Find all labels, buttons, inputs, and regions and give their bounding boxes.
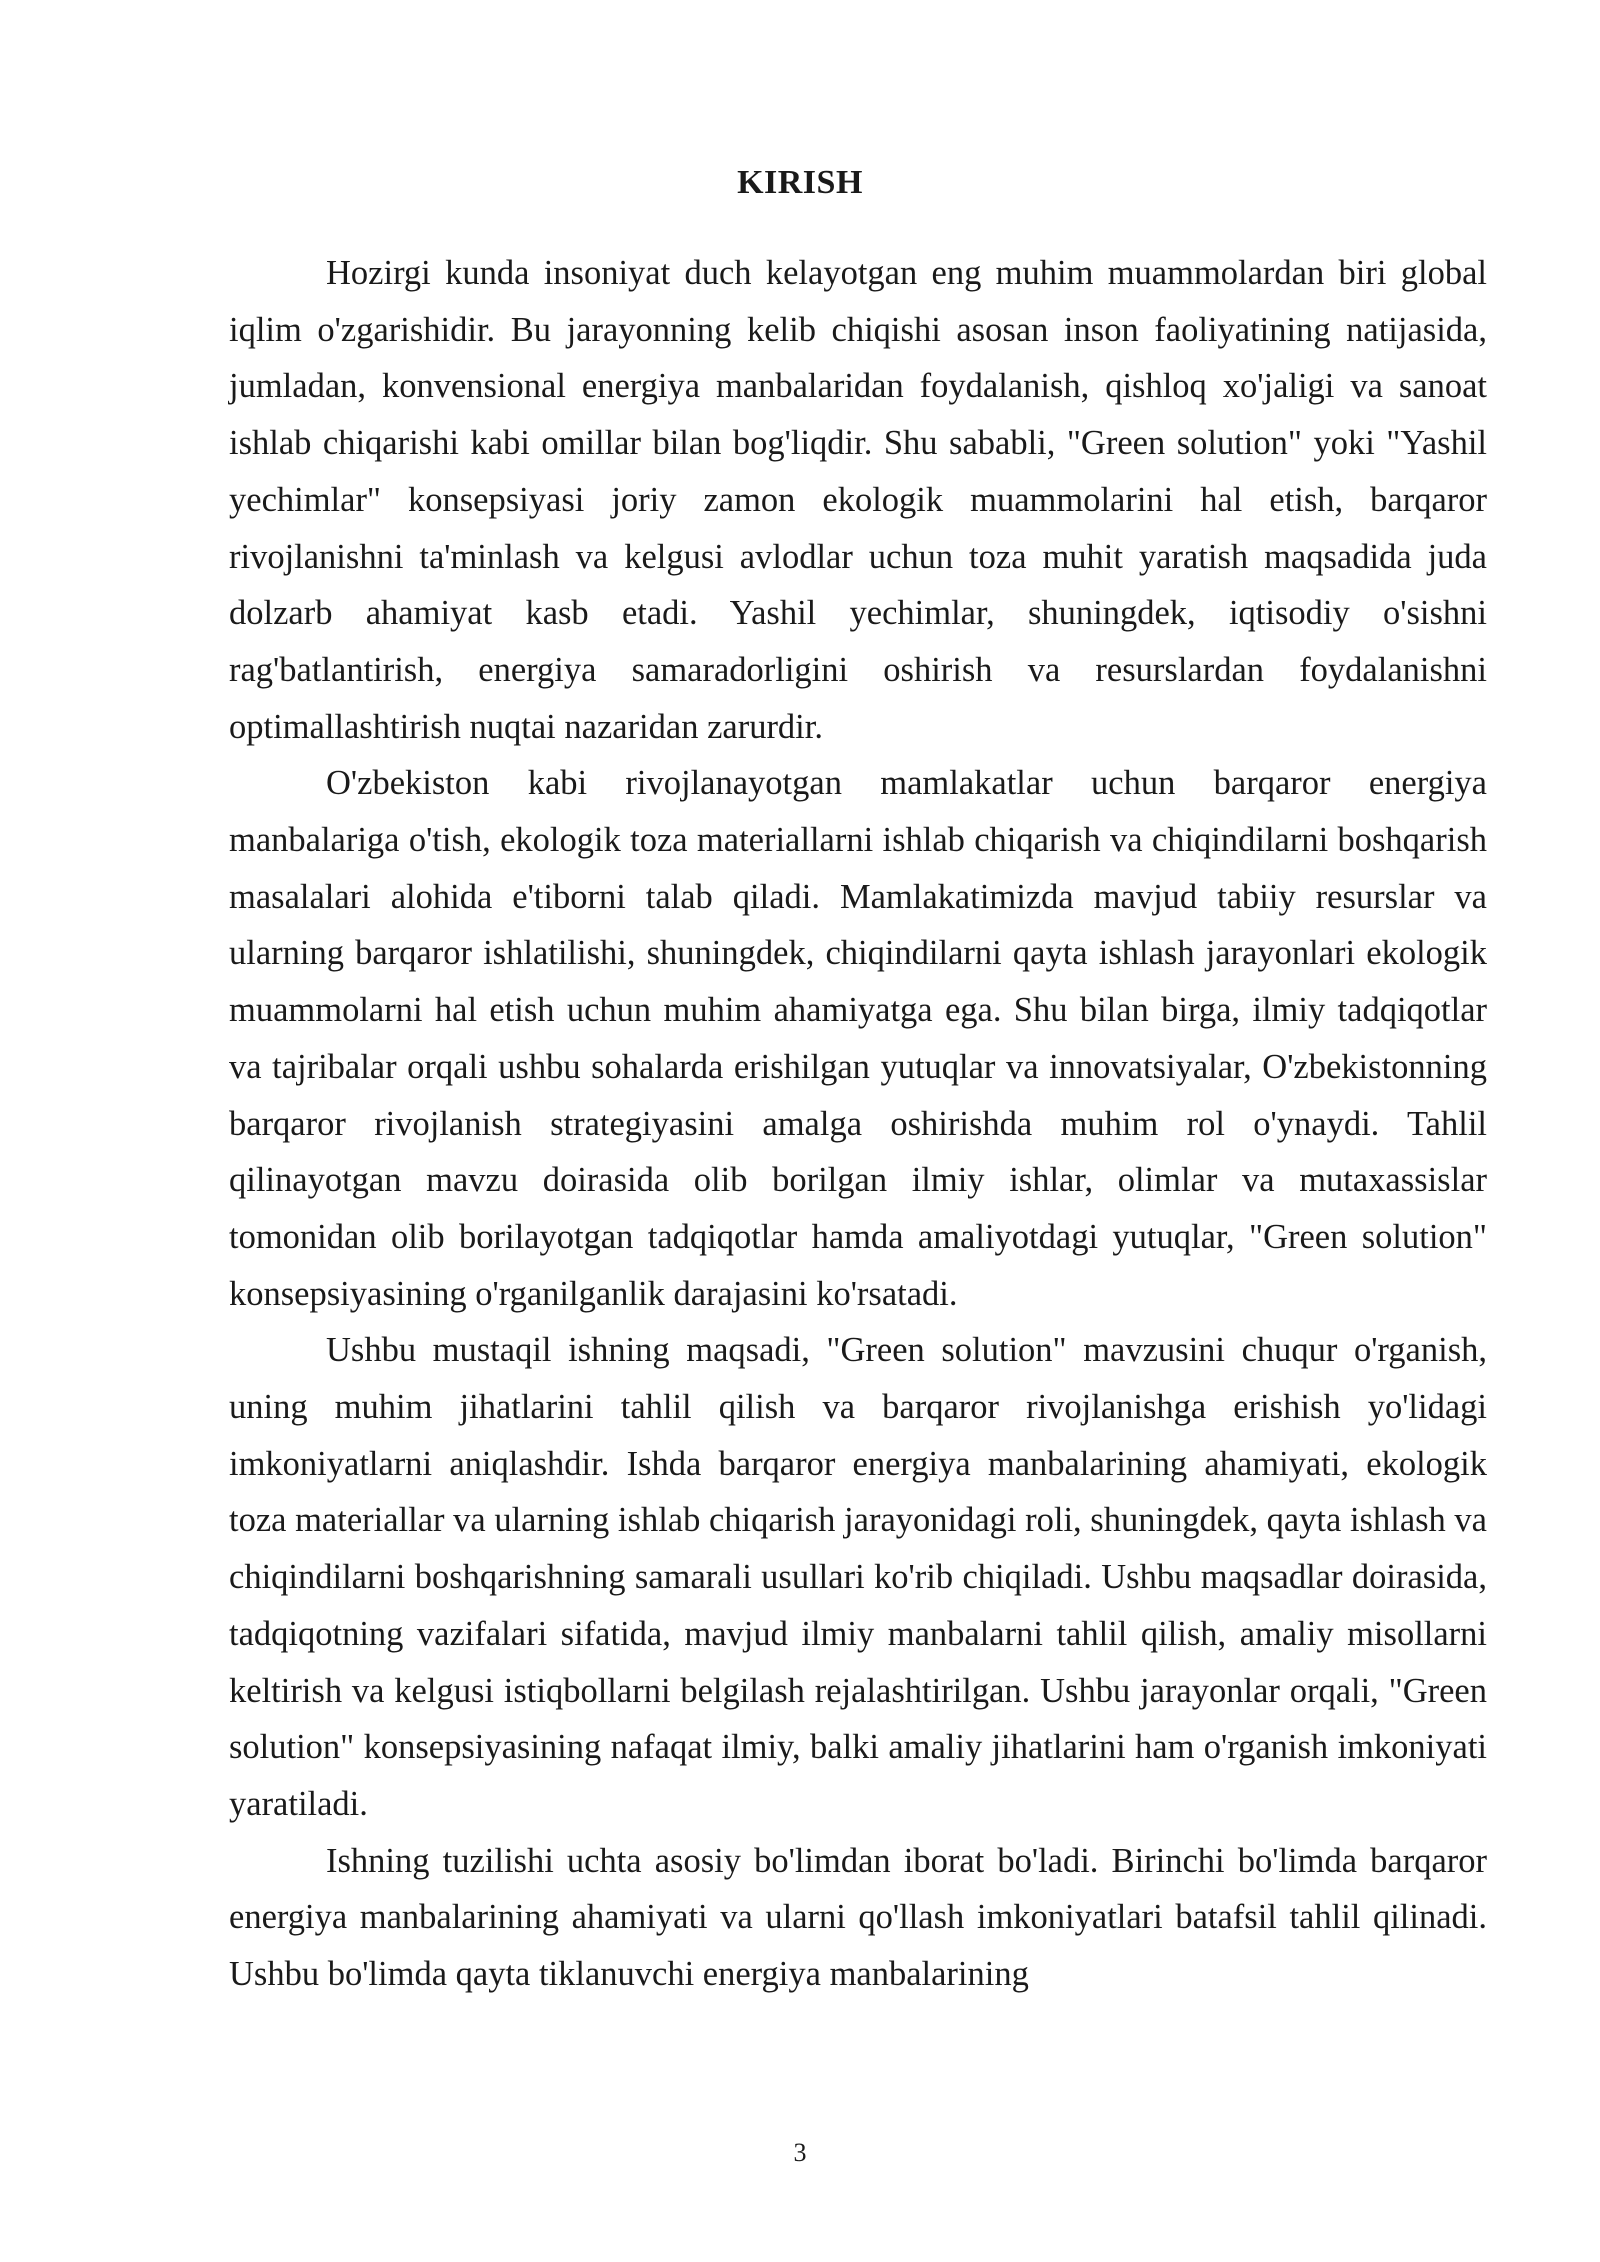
body-text xyxy=(229,245,1487,2003)
paragraph-4: Ishning tuzilishi uchta asosiy bo'limdan iborat bo'ladi. Birinchi bo'limda barqaror energiya manbalarining ahamiyati va ularni qo'llash imkoniyatlari batafsil tahlil qilinadi. Ushbu bo'limda qayta tiklanuvchi energiya manbalarining xyxy=(229,1841,1487,1994)
page-number: 3 xyxy=(793,2138,807,2167)
paragraph-3: Ushbu mustaqil ishning maqsadi, "Green solution" mavzusini chuqur o'rganish, uning muhim jihatlarini tahlil qilish va barqaror rivojlanishga erishish yo'lidagi imkoniyatlarni aniqlashdir. Ishda barqaror energiya manbalarining ahamiyati, ekologik toza materiallar va ularning ishlab chiqarish jarayonidagi roli, shuningdek, qayta ishlash va chiqindilarni boshqarishning samarali usullari ko'rib chiqiladi. Ushbu maqsadlar doirasida, tadqiqotning vazifalari sifatida, mavjud ilmiy manbalarni tahlil qilish, amaliy misollarni keltirish va kelgusi istiqbollarni belgilash rejalashtirilgan. Ushbu jarayonlar orqali, "Green solution" konsepsiyasining nafaqat ilmiy, balki amaliy jihatlarini ham o'rganish imkoniyati yaratiladi. xyxy=(229,1331,1487,1823)
paragraph-2: O'zbekiston kabi rivojlanayotgan mamlakatlar uchun barqaror energiya manbalariga o'tish, ekologik toza materiallarni ishlab chiqarish va chiqindilarni boshqarish masalalari alohida e'tiborni talab qiladi. Mamlakatimizda mavjud tabiiy resurslar va ularning barqaror ishlatilishi, shuningdek, chiqindilarni qayta ishlash jarayonlari ekologik muammolarni hal etish uchun muhim ahamiyatga ega. Shu bilan birga, ilmiy tadqiqotlar va tajribalar orqali ushbu sohalarda erishilgan yutuqlar va innovatsiyalar, O'zbekistonning barqaror rivojlanish strategiyasini amalga oshirishda muhim rol o'ynaydi. Tahlil qilinayotgan mavzu doirasida olib borilgan ilmiy ishlar, olimlar va mutaxassislar tomonidan olib borilayotgan tadqiqotlar hamda amaliyotdagi yutuqlar, "Green solution" konsepsiyasining o'rganilganlik darajasini ko'rsatadi. xyxy=(229,764,1487,1313)
paragraph-1: Hozirgi kunda insoniyat duch kelayotgan eng muhim muammolardan biri global iqlim o'zgarishidir. Bu jarayonning kelib chiqishi asosan inson faoliyatining natijasida, jumladan, konvensional energiya manbalaridan foydalanish, qishloq xo'jaligi va sanoat ishlab chiqarishi kabi omillar bilan bog'liqdir. Shu sababli, "Green solution" yoki "Yashil yechimlar" konsepsiyasi joriy zamon ekologik muammolarini hal etish, barqaror rivojlanishni ta'minlash va kelgusi avlodlar uchun toza muhit yaratish maqsadida juda dolzarb ahamiyat kasb etadi. Yashil yechimlar, shuningdek, iqtisodiy o'sishni rag'batlantirish, energiya samaradorligini oshirish va resurslardan foydalanishni optimallashtirish nuqtai nazaridan zarurdir. xyxy=(229,254,1487,746)
section-heading: KIRISH xyxy=(737,164,863,201)
